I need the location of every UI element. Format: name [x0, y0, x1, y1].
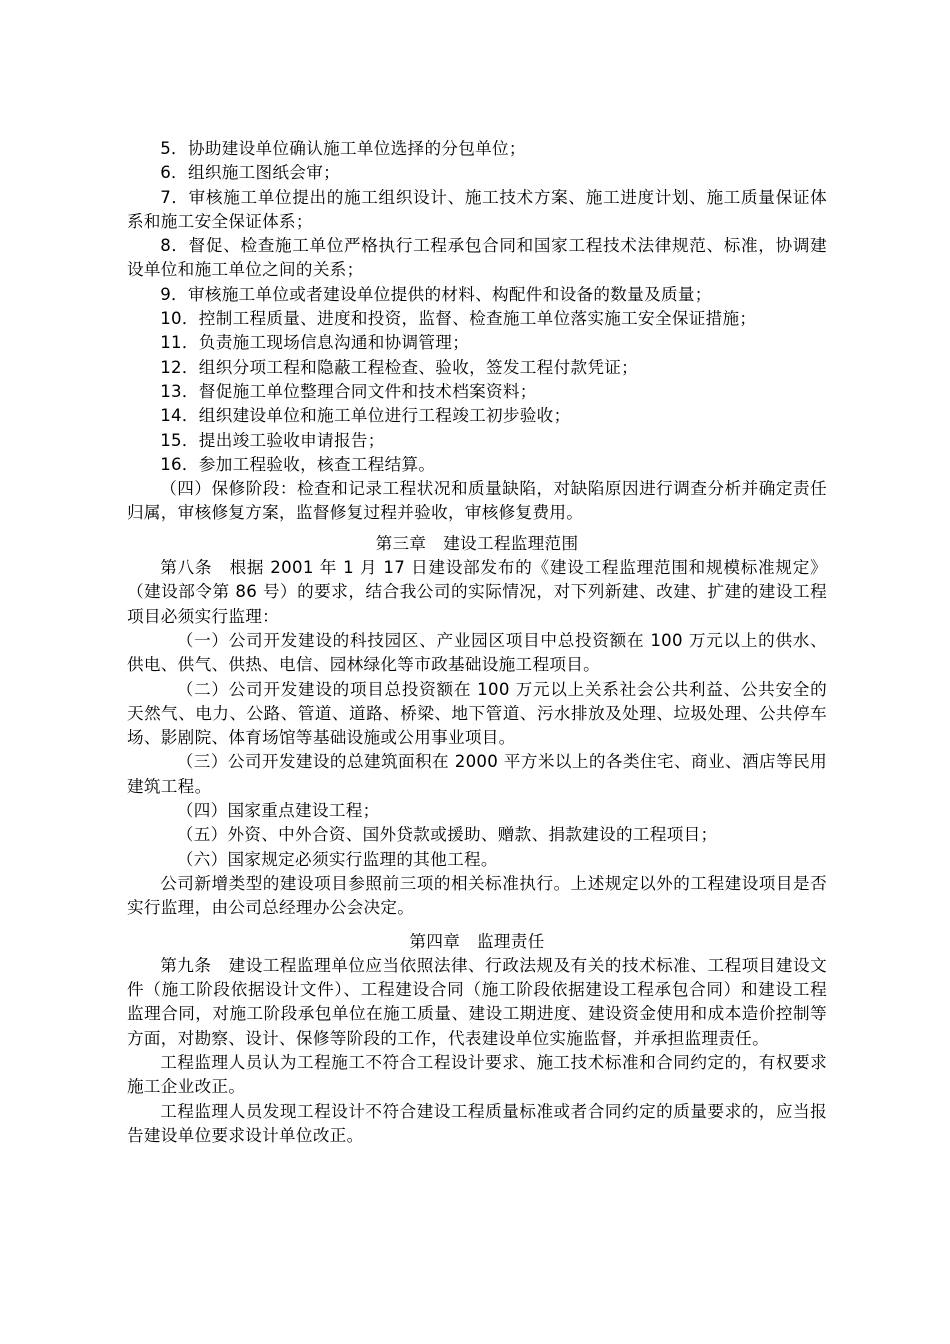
list-item: 7．审核施工单位提出的施工组织设计、施工技术方案、施工进度计划、施工质量保证体系和施工安全保证体系； — [127, 187, 827, 231]
clause-item: （六）国家规定必须实行监理的其他工程。 — [176, 849, 498, 869]
chapter-4-paragraph: 工程监理人员认为工程施工不符合工程设计要求、施工技术标准和合同约定的，有权要求施工企业改正。 — [127, 1052, 827, 1097]
list-item: 15．提出竣工验收申请报告； — [160, 430, 385, 450]
document-page — [127, 137, 827, 1148]
list-item: 12．组织分项工程和隐蔽工程检查、验收，签发工程付款凭证； — [160, 357, 639, 377]
chapter-4-heading: 第四章 监理责任 — [409, 931, 545, 951]
list-item: 14．组织建设单位和施工单位进行工程竣工初步验收； — [160, 406, 571, 426]
clause-item: （一）公司开发建设的科技园区、产业园区项目中总投资额在 100 万元以上的供水、供电、供气、供热、电信、园林绿化等市政基础设施工程项目。 — [127, 630, 827, 675]
list-item: 16．参加工程验收，核查工程结算。 — [160, 454, 436, 474]
article-9-paragraph: 第九条 建设工程监理单位应当依照法律、行政法规及有关的技术标准、工程项目建设文件（施工阶段依据设计文件）、工程建设合同（施工阶段依据建设工程承包合同）和建设工程监理合同，对施工阶段承包单位在施工质量、建设工期进度、建设资金使用和成本造价控制等方面，对勘察、设计、保修等阶段的工作，代表建设单位实施监督，并承担监理责任。 — [127, 955, 827, 1048]
list-item: 6．组织施工图纸会审； — [160, 163, 340, 183]
list-item: 11．负责施工现场信息沟通和协调管理； — [160, 333, 470, 353]
list-item: 8．督促、检查施工单位严格执行工程承包合同和国家工程技术法律规范、标准，协调建设单位和施工单位之间的关系； — [127, 236, 827, 280]
clause-item: （二）公司开发建设的项目总投资额在 100 万元以上关系社会公共利益、公共安全的天然气、电力、公路、管道、道路、桥梁、地下管道、污水排放及处理、垃圾处理、公共停车场、影剧院、体育场馆等基础设施或公用事业项目。 — [127, 679, 827, 748]
chapter-3-heading: 第三章 建设工程监理范围 — [375, 533, 579, 553]
clause-item: （五）外资、中外合资、国外贷款或援助、赠款、捐款建设的工程项目； — [176, 825, 718, 845]
chapter-4-paragraph: 工程监理人员发现工程设计不符合建设工程质量标准或者合同约定的质量要求的，应当报告建设单位要求设计单位改正。 — [127, 1101, 827, 1145]
list-item: 9．审核施工单位或者建设单位提供的材料、构配件和设备的数量及质量； — [160, 284, 712, 304]
clause-item: （四）国家重点建设工程； — [176, 801, 380, 821]
chapter-3-note: 公司新增类型的建设项目参照前三项的相关标准执行。上述规定以外的工程建设项目是否实行监理，由公司总经理办公会决定。 — [127, 873, 827, 918]
list-item: 13．督促施工单位整理合同文件和技术档案资料； — [160, 381, 537, 401]
list-item: 10．控制工程质量、进度和投资，监督、检查施工单位落实施工安全保证措施； — [160, 309, 757, 329]
article-8-paragraph: 第八条 根据 2001 年 1 月 17 日建设部发布的《建设工程监理范围和规模标准规定》（建设部令第 86 号）的要求，结合我公司的实际情况，对下列新建、改建、扩建的建设工程项目必须实行监理： — [127, 558, 827, 626]
warranty-paragraph: （四）保修阶段：检查和记录工程状况和质量缺陷，对缺陷原因进行调查分析并确定责任归属，审核修复方案，监督修复过程并验收，审核修复费用。 — [127, 479, 827, 523]
list-item: 5．协助建设单位确认施工单位选择的分包单位； — [160, 139, 526, 158]
clause-item: （三）公司开发建设的总建筑面积在 2000 平方米以上的各类住宅、商业、酒店等民用建筑工程。 — [127, 752, 827, 796]
